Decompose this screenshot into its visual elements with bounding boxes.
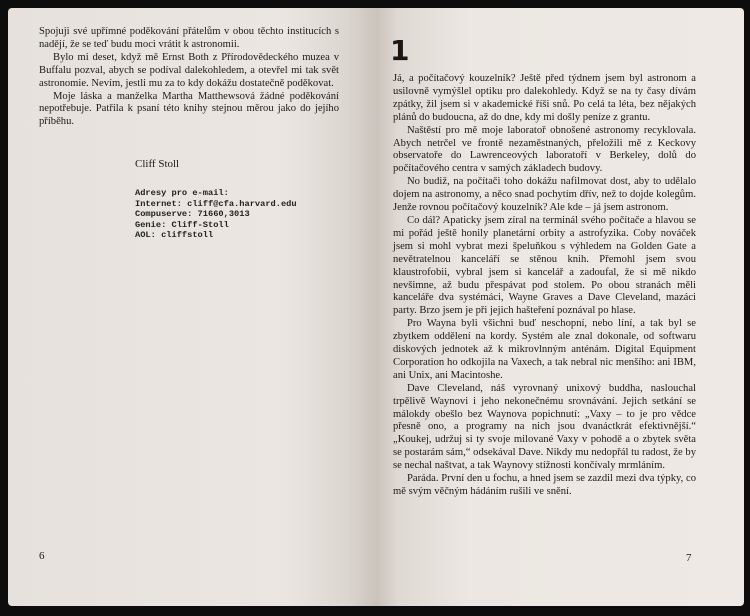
- email-heading: Adresy pro e-mail:: [135, 188, 229, 198]
- chapter-paragraph-4: Co dál? Apaticky jsem zíral na terminál svého počítače a hlavou se mi pořád ještě honily planetární orbity a astrofyzika. Coby nováček jsem si mohl vybrat mezi špeluňkou s výhledem na Golden Gate a nevětratelnou kanceláří se stěnou knih. Přemohl jsem svou klaustrofobii, vybral jsem si kancelář a zadoufal, že si mě nikdo nevšimne, až budu přespávat pod stolem. Po obou stranách měli kanceláře dva systémáci, Wayne Graves a Dave Cleveland, mazáci party. Brzo jsem je při jejich hašteření poznával po hlase.: [393, 214, 696, 317]
- chapter-paragraph-5: Pro Wayna byli všichni buď neschopní, nebo líní, a tak byl se zbytkem oddělení na kordy. Systém ale znal dokonale, od softwaru diskových jednotek až k mikrovlnným anténám. Digital Equipment Corporation ho odkojila na Vaxech, a tak nebral nic menšího: ani IBM, ani Unix, ani Macintoshe.: [393, 318, 696, 381]
- chapter-paragraph-1: Já, a počítačový kouzelník? Ještě před týdnem jsem byl astronom a usilovně vymýšlel optiku pro dalekohledy. Když se na ty časy dívám zpátky, žil jsem si v akademické říši snů. Po celá ta léta, bez nějakých plánů do budoucna, až do dne, kdy mi došly peníze z grantu.: [393, 73, 696, 123]
- author-signature: Cliff Stoll: [135, 158, 180, 170]
- chapter-text: [393, 73, 696, 499]
- page-number-right: 7: [686, 552, 692, 564]
- email-internet: Internet: cliff@cfa.harvard.edu: [135, 198, 297, 209]
- email-aol: AOL: cliffstoll: [135, 230, 214, 240]
- chapter-paragraph-3: No budiž, na počítači toho dokážu nafilmovat dost, aby to udělalo dojem na astronomy, a něco snad pochytím dřív, než to dojde kolegům. Jenže rovnou počítačový kouzelník? Ale kde – já jsem astronom.: [393, 176, 696, 214]
- acknowledgements-text: [39, 26, 339, 129]
- chapter-paragraph-7: Paráda. První den u fochu, a hned jsem se zazdil mezi dva týpky, co mě svým věčným hádáním rušili ve snění.: [393, 473, 696, 497]
- chapter-paragraph-2: Naštěstí pro mě moje laboratoř obnošené astronomy recyklovala. Abych netrčel ve frontě nezaměstnaných, přeložili mě z Keckovy observatoře do Lawrenceových laboratoří v Berkeley, dolů do počítačového centra v samých základech budovy.: [393, 124, 696, 175]
- page-number-left: 6: [39, 550, 45, 562]
- email-genie: Genie: Cliff-Stoll: [135, 219, 229, 230]
- ack-paragraph-3: Moje láska a manželka Martha Matthewsová žádné poděkování nepotřebuje. Patřila k psaní této knihy stejnou měrou jako do jejího příběhu.: [39, 90, 339, 128]
- chapter-number: 1: [390, 34, 410, 67]
- email-addresses: [135, 188, 297, 241]
- email-compuserve: Compuserve: 71660,3013: [135, 209, 250, 219]
- ack-paragraph-1: Spojuji své upřímné poděkování přátelům v obou těchto institucích s nadějí, že se teď budu moci vrátit k astronomii.: [39, 26, 339, 50]
- ack-paragraph-2: Bylo mi deset, když mě Ernst Both z Přírodovědeckého muzea v Buffalu pozval, abych se podíval dalekohledem, a otevřel mi tak svět astronomie. Nevím, jestli mu za to kdy dokážu dostatečně poděkovat.: [39, 51, 339, 89]
- chapter-paragraph-6: Dave Cleveland, náš vyrovnaný unixový buddha, naslouchal trpělivě Waynovi i jeho nekonečnému srovnávání. Jejich setkání se málokdy obešlo bez Waynova popichnutí: „Vaxy – to je pro vědce přesně ono, a programy na nich jsou dvanáctkrát efektivnější.“ „Koukej, udržuj si ty svoje milované Vaxy v pohodě a o zbytek světa se postarám sám,“ odsekával Dave. Nikdy mu nedopřál tu radost, že by se nechal naštvat, a tak Waynovy stížnosti končívaly mrmláním.: [393, 382, 696, 472]
